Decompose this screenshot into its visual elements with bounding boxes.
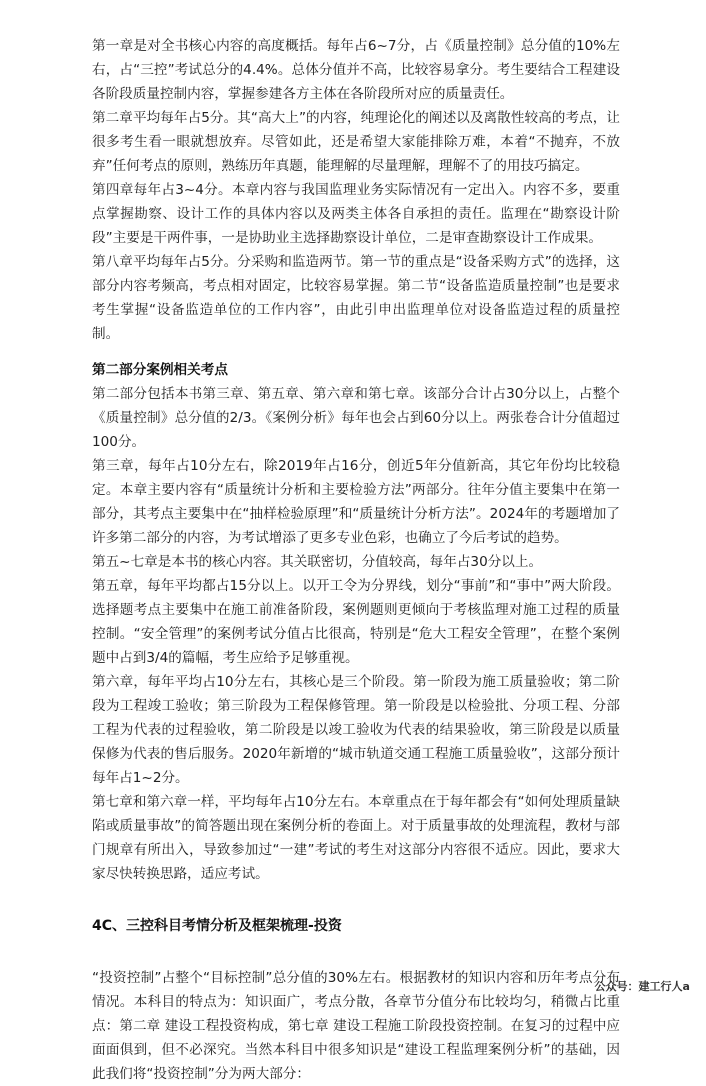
spacer <box>92 346 620 358</box>
paragraph-chapter-6: 第六章，每年平均占10分左右，其核心是三个阶段。第一阶段为施工质量验收；第二阶段为工程竣工验收；第三阶段为工程保修管理。第一阶段是以检验批、分项工程、分部工程为代表的过程验收，第二阶段是以竣工验收为代表的结果验收，第三阶段是以质量保修为代表的售后服务。2020年新增的“城市轨道交通工程施工质量验收”，这部分预计每年占1~2分。 <box>92 674 620 786</box>
section-heading-4c: 4C、三控科目考情分析及框架梳理-投资 <box>92 918 342 934</box>
paragraph-chapter-4: 第四章每年占3~4分。本章内容与我国监理业务实际情况有一定出入。内容不多，要重点掌握勘察、设计工作的具体内容以及两类主体各自承担的责任。监理在“勘察设计阶段”主要是干两件事，一是协助业主选择勘察设计单位，二是审查勘察设计工作成果。 <box>92 182 620 246</box>
spacer <box>92 886 620 914</box>
paragraph-investment-control: “投资控制”占整个“目标控制”总分值的30%左右。根据教材的知识内容和历年考点分布情况。本科目的特点为：知识面广，考点分散，各章节分值分布比较均匀，稍微占比重点：第二章 建设工程投资构成，第七章 建设工程施工阶段投资控制。在复习的过程中应面面俱到，但不必深究。当然本科目中很多知识是“建设工程监理案例分析”的基础，因此我们将“投资控制”分为两大部分： <box>92 970 620 1082</box>
document-body <box>92 34 620 1086</box>
paragraph-chapter-8: 第八章平均每年占5分。分采购和监造两节。第一节的重点是“设备采购方式”的选择，这部分内容考频高，考点相对固定，比较容易掌握。第二节“设备监造质量控制”也是要求考生掌握“设备监造单位的工作内容”，由此引申出监理单位对设备监造过程的质量控制。 <box>92 254 620 342</box>
paragraph-chapters-5-7: 第五~七章是本书的核心内容。其关联密切，分值较高，每年占30分以上。 <box>92 554 543 570</box>
paragraph-part-2-intro: 第二部分包括本书第三章、第五章、第六章和第七章。该部分合计占30分以上，占整个《质量控制》总分值的2/3。《案例分析》每年也会占到60分以上。两张卷合计分值超过100分。 <box>92 386 620 450</box>
paragraph-chapter-1: 第一章是对全书核心内容的高度概括。每年占6~7分，占《质量控制》总分值的10%左右，占“三控”考试总分的4.4%。总体分值并不高，比较容易拿分。考生要结合工程建设各阶段质量控制内容，掌握参建各方主体在各阶段所对应的质量责任。 <box>92 38 620 102</box>
paragraph-chapter-5: 第五章，每年平均都占15分以上。以开工令为分界线，划分“事前”和“事中”两大阶段。选择题考点主要集中在施工前准备阶段，案例题则更倾向于考核监理对施工过程的质量控制。“安全管理”的案例考试分值占比很高，特别是“危大工程安全管理”，在整个案例题中占到3/4的篇幅，考生应给予足够重视。 <box>92 578 620 666</box>
section-title-part-2: 第二部分案例相关考点 <box>92 362 228 378</box>
paragraph-chapter-3: 第三章，每年占10分左右，除2019年占16分，创近5年分值新高，其它年份均比较稳定。本章主要内容有“质量统计分析和主要检验方法”两部分。往年分值主要集中在第一部分，其考点主要集中在“抽样检验原理”和“质量统计分析方法”。2024年的考题增加了许多第二部分的内容，为考试增添了更多专业色彩，也确立了今后考试的趋势。 <box>92 458 620 546</box>
paragraph-chapter-2: 第二章平均每年占5分。其“高大上”的内容，纯理论化的阐述以及离散性较高的考点，让很多考生看一眼就想放弃。尽管如此，还是希望大家能排除万难，本着“不抛弃，不放弃”任何考点的原则，熟练历年真题，能理解的尽量理解，理解不了的用技巧搞定。 <box>92 110 620 174</box>
paragraph-chapter-7: 第七章和第六章一样，平均每年占10分左右。本章重点在于每年都会有“如何处理质量缺陷或质量事故”的简答题出现在案例分析的卷面上。对于质量事故的处理流程，教材与部门规章有所出入，导致参加过“一建”考试的考生对这部分内容很不适应。因此，要求大家尽快转换思路，适应考试。 <box>92 794 620 882</box>
footer-wechat-account: 公众号：建工行人a <box>594 980 690 993</box>
spacer <box>92 938 620 966</box>
